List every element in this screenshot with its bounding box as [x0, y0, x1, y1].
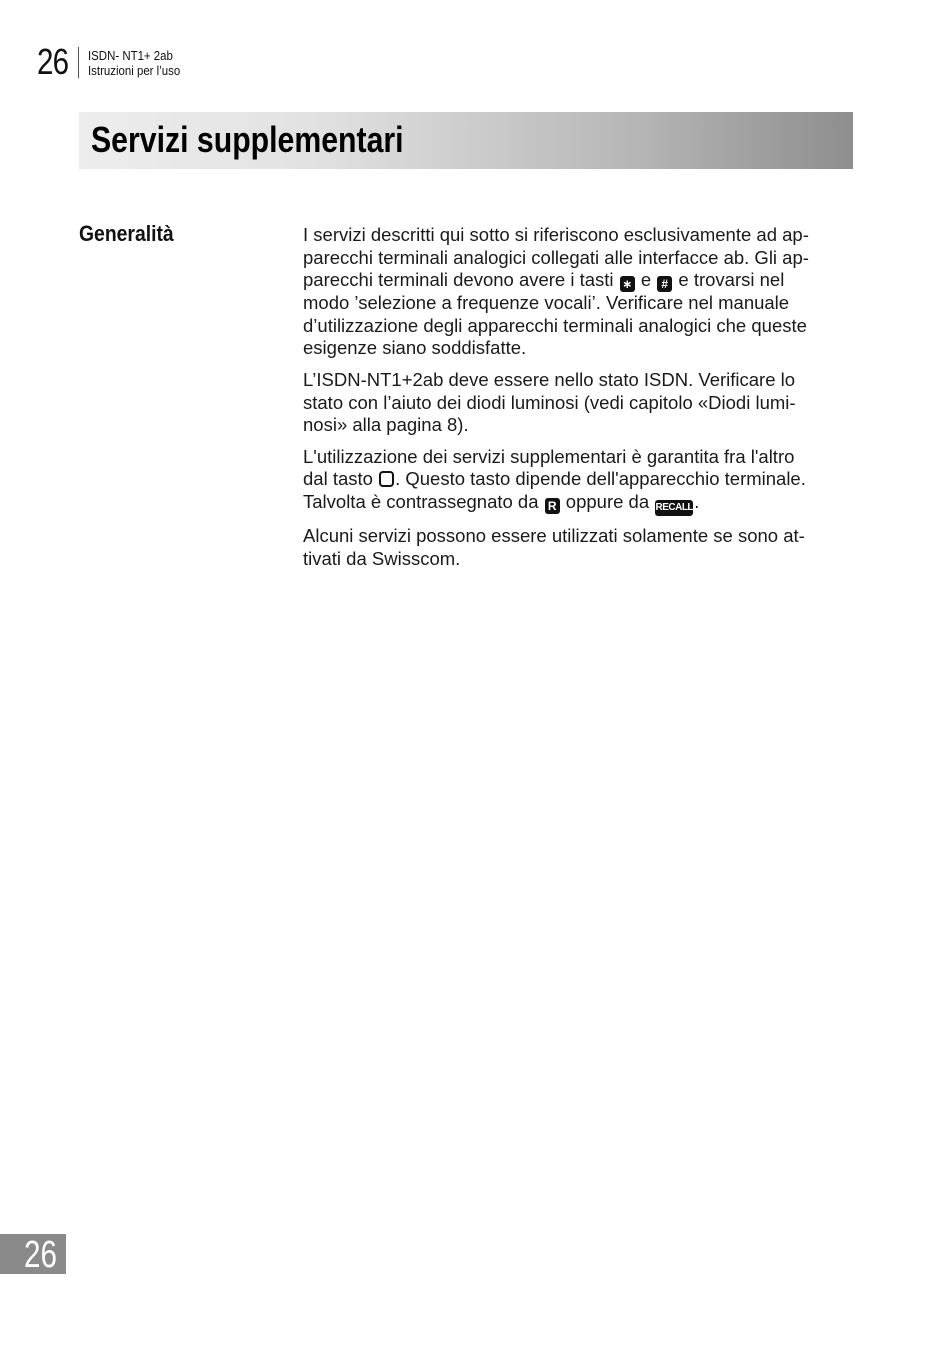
paragraph-4 — [303, 525, 859, 570]
hash-key-icon: # — [657, 276, 672, 292]
text-line: I servizi descritti qui sotto si riferiscono esclusivamente ad ap- — [303, 224, 809, 245]
text-line: modo ’selezione a frequenze vocali’. Verificare nel manuale — [303, 292, 790, 314]
text-segment: dal tasto — [303, 468, 373, 490]
recall-key-icon: RECALL — [655, 500, 693, 516]
text-line: L'utilizzazione dei servizi supplementari è garantita fra l'altro — [303, 445, 795, 467]
text-line — [303, 269, 859, 292]
paragraph-3 — [303, 446, 859, 516]
text-line: esigenze siano soddisfatte. — [303, 337, 527, 359]
text-line: stato con l’aiuto dei diodi luminosi (vedi capitolo «Diodi lumi- — [303, 391, 796, 413]
paragraph-1 — [303, 224, 859, 360]
paragraph-2 — [303, 369, 859, 437]
text-segment: parecchi terminali devono avere i tasti — [303, 269, 614, 291]
page-title: Servizi supplementari — [91, 119, 404, 160]
text-line: tivati da Swisscom. — [303, 547, 461, 569]
text-segment: Talvolta è contrassegnato da — [303, 490, 539, 512]
header-page-number: 26 — [37, 41, 69, 82]
text-line: d’utilizzazione degli apparecchi terminali analogici che queste — [303, 314, 807, 336]
text-line: L’ISDN-NT1+2ab deve essere nello stato ISDN. Verificare lo — [303, 368, 796, 390]
star-key-icon: ∗ — [620, 276, 635, 292]
text-line: nosi» alla pagina 8). — [303, 414, 469, 436]
footer-page-number: 26 — [24, 1234, 57, 1276]
header-divider — [78, 47, 79, 78]
text-segment: . Questo tasto dipende dell'apparecchio terminale. — [395, 468, 806, 490]
section-body — [303, 224, 859, 579]
text-line: Alcuni servizi possono essere utilizzati solamente se sono at- — [303, 524, 805, 546]
header-info — [88, 48, 180, 78]
header-subtitle: Istruzioni per l’uso — [88, 63, 181, 78]
header-product: ISDN- NT1+ 2ab — [88, 48, 173, 63]
text-line — [303, 491, 859, 516]
text-segment: e — [640, 269, 652, 291]
title-bar — [79, 112, 853, 169]
text-segment: oppure da — [565, 490, 650, 512]
text-segment: . — [694, 490, 700, 512]
text-line: parecchi terminali analogici collegati alle interfacce ab. Gli ap- — [303, 246, 809, 268]
footer-page-badge — [0, 1234, 66, 1274]
text-segment: e trovarsi nel — [678, 269, 785, 291]
text-line — [303, 468, 859, 491]
r-key-icon: R — [545, 498, 560, 514]
section-heading: Generalità — [79, 221, 174, 246]
flash-key-icon — [379, 471, 394, 487]
